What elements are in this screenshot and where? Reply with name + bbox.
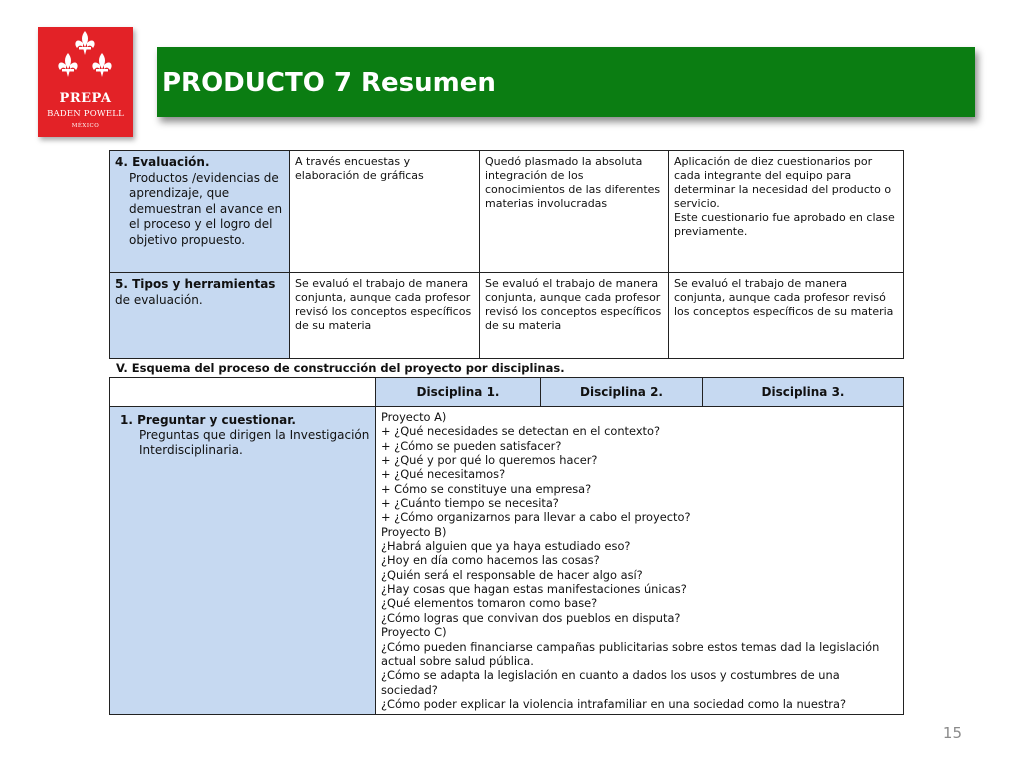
question-line: + ¿Cómo organizarnos para llevar a cabo el proyecto? [381, 510, 691, 525]
question-line: + ¿Cómo se pueden satisfacer? [381, 438, 562, 453]
row-label-tipos-herramientas [110, 273, 290, 359]
step-cell [110, 407, 376, 715]
section-heading: V. Esquema del proceso de construcción del proyecto por disciplinas. [116, 361, 565, 375]
question-line: ¿Cómo pueden financiarse campañas publicitarias sobre estos temas dad la legislación actual sobre salud pública. [381, 639, 880, 668]
row-label-description: Productos /evidencias de aprendizaje, que demuestran el avance en el proceso y el logro del objetivo propuesto. [129, 170, 283, 247]
question-line: + Cómo se constituye una empresa? [381, 481, 592, 496]
page-number: 15 [942, 724, 962, 742]
question-line: ¿Qué elementos tomaron como base? [381, 596, 598, 611]
question-line: ¿Habrá alguien que ya haya estudiado eso? [381, 539, 631, 554]
question-line: + ¿Qué necesidades se detectan en el contexto? [381, 424, 661, 439]
question-line: + ¿Cuánto tiempo se necesita? [381, 496, 559, 511]
question-line: Proyecto A) [381, 410, 447, 424]
table-cell: Quedó plasmado la absoluta integración de los conocimientos de las diferentes materias involucradas [480, 151, 669, 273]
questions-cell [376, 407, 904, 715]
table-row [110, 407, 904, 715]
question-line: + ¿Qué y por qué lo queremos hacer? [381, 453, 598, 468]
table-cell: Se evaluó el trabajo de manera conjunta, aunque cada profesor revisó los conceptos específicos de su materia [669, 273, 904, 359]
question-line: ¿Hoy en día como hacemos las cosas? [381, 553, 600, 568]
table-header-row [110, 378, 904, 407]
question-line: ¿Cómo logras que convivan dos pueblos en disputa? [381, 610, 681, 625]
question-line: Proyecto C) [381, 625, 447, 640]
question-line: + ¿Qué necesitamos? [381, 467, 506, 482]
row-label-title: 5. Tipos y herramientas [115, 277, 276, 291]
table-row [110, 151, 904, 273]
table-cell: A través encuestas y elaboración de gráficas [290, 151, 480, 273]
table-row [110, 273, 904, 359]
row-label-evaluacion [110, 151, 290, 273]
table-cell: Se evaluó el trabajo de manera conjunta, aunque cada profesor revisó los conceptos específicos de su materia [480, 273, 669, 359]
header-disciplina-2: Disciplina 2. [541, 378, 703, 407]
question-line: ¿Hay cosas que hagan estas manifestaciones únicas? [381, 582, 687, 597]
question-line: ¿Quién será el responsable de hacer algo así? [381, 567, 643, 582]
question-line: ¿Cómo se adapta la legislación en cuanto a dados los usos y costumbres de una sociedad? [381, 668, 840, 697]
header-disciplina-3: Disciplina 3. [703, 378, 904, 407]
table-cell: Aplicación de diez cuestionarios por cada integrante del equipo para determinar la necesidad del producto o servicio. Este cuestionario fue aprobado en clase previamente. [669, 151, 904, 273]
step-label: 1. Preguntar y cuestionar. [120, 413, 296, 427]
question-line: ¿Cómo poder explicar la violencia intrafamiliar en una sociedad como la nuestra? [381, 696, 847, 711]
discipline-scheme-table [109, 377, 904, 715]
school-logo [38, 27, 133, 137]
logo-text-mexico: MÉXICO [71, 123, 100, 129]
header-disciplina-1: Disciplina 1. [376, 378, 541, 407]
logo-text-baden-powell: BADEN POWELL [47, 109, 124, 119]
question-line: Proyecto B) [381, 524, 447, 539]
step-description: Preguntas que dirigen la Investigación Interdisciplinaria. [139, 428, 370, 457]
title-banner [157, 47, 975, 117]
logo-text-prepa: PREPA [59, 91, 112, 106]
row-label-description: de evaluación. [115, 292, 203, 307]
fleur-de-lis-icon [38, 27, 133, 92]
page-title: PRODUCTO 7 Resumen [162, 68, 496, 98]
evaluation-table [109, 150, 904, 359]
table-cell: Se evaluó el trabajo de manera conjunta, aunque cada profesor revisó los conceptos específicos de su materia [290, 273, 480, 359]
row-label-title: 4. Evaluación. [115, 155, 210, 169]
empty-header-cell [110, 378, 376, 407]
questions-list [381, 410, 898, 711]
